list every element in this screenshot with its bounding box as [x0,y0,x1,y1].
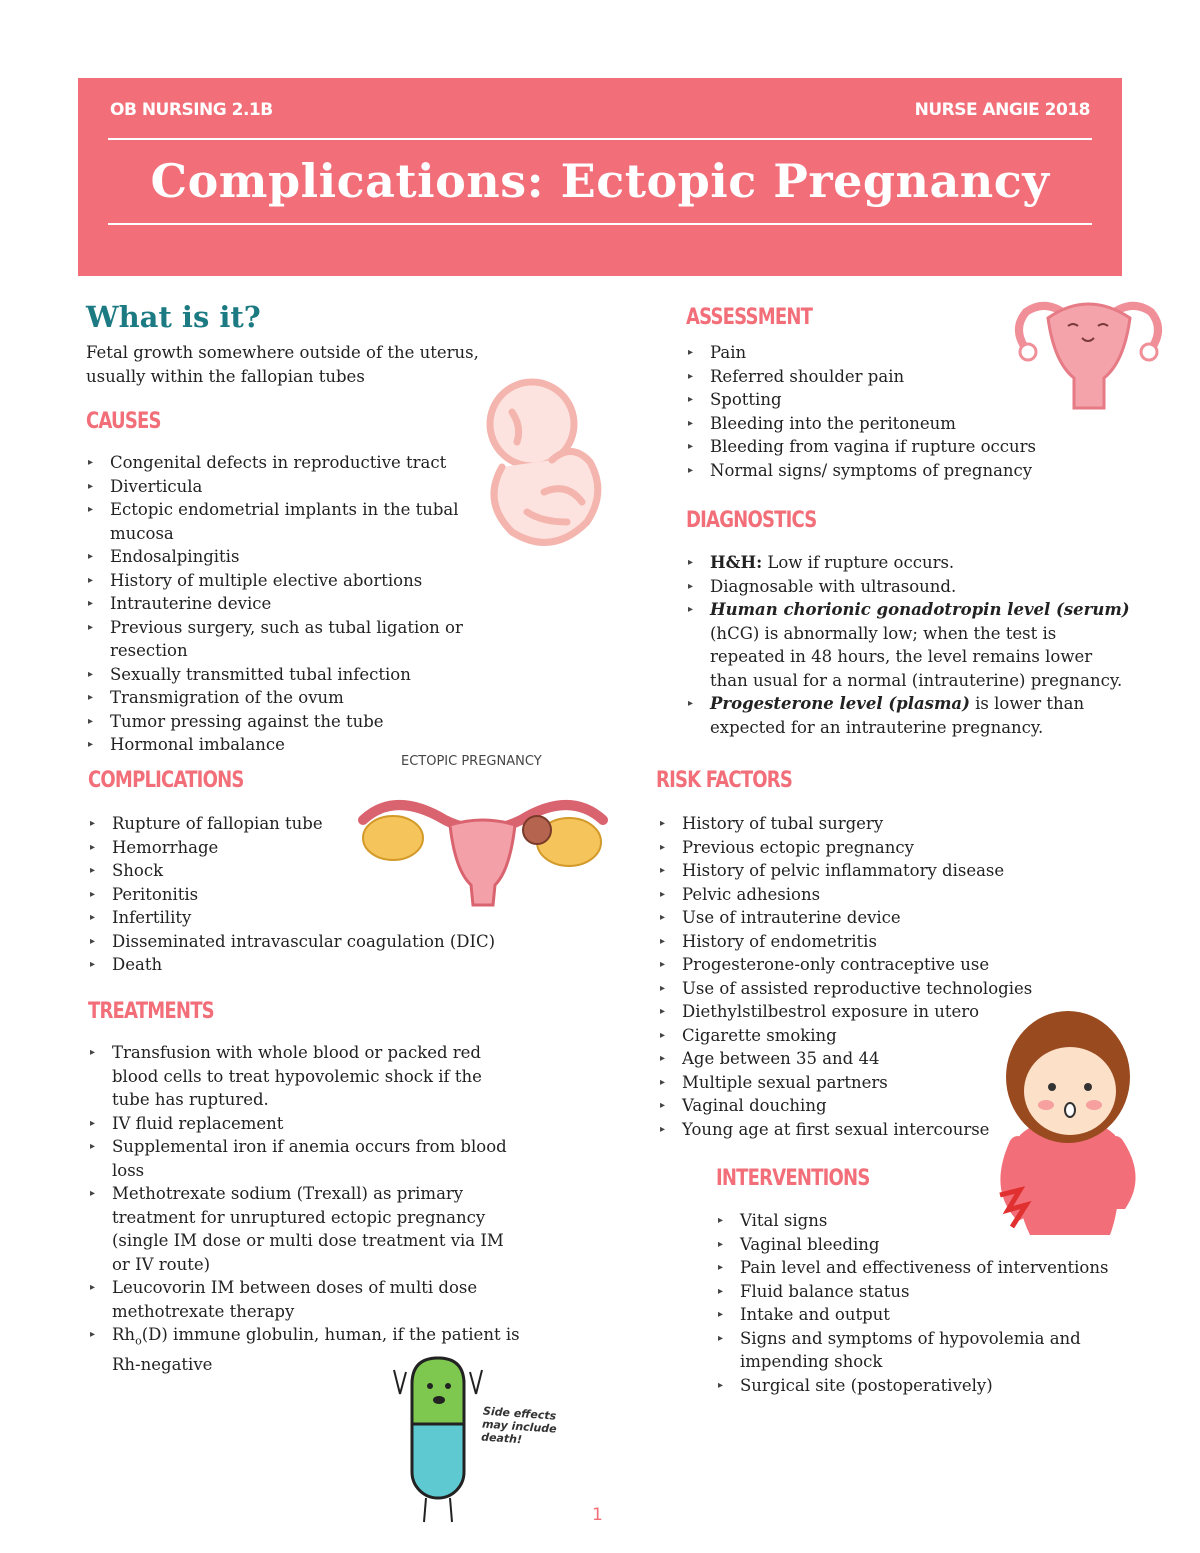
list-item: ▸ History of pelvic inflammatory disease [658,859,1058,883]
list-item: ▸ History of multiple elective abortions [86,569,486,593]
list-item: ▸ Vaginal bleeding [716,1233,1136,1257]
list-item: ▸ Congenital defects in reproductive tract [86,451,486,475]
list-item: ▸ Bleeding into the peritoneum [686,412,1086,436]
list-item: ▸ Transfusion with whole blood or packed red blood cells to treat hypovolemic shock if the tube has ruptured. [88,1041,523,1112]
list-item: ▸ Hormonal imbalance [86,733,486,757]
list-item: ▸ Multiple sexual partners [658,1071,1058,1095]
pill-caption: Side effects may include death! [480,1404,558,1447]
assessment-list [686,341,1086,482]
list-item: ▸ Fluid balance status [716,1280,1136,1304]
list-item: ▸ Signs and symptoms of hypovolemia and impending shock [716,1327,1136,1374]
list-item: ▸ Tumor pressing against the tube [86,710,486,734]
hh-text: Low if rupture occurs. [762,553,955,572]
list-item: ▸ Rupture of fallopian tube [88,812,528,836]
list-item: ▸ Young age at first sexual intercourse [658,1118,1058,1142]
list-item: ▸ History of endometritis [658,930,1058,954]
list-item: ▸ Infertility [88,906,528,930]
banner-divider-bottom [108,223,1092,225]
girl-in-pain-illustration [990,995,1140,1240]
list-item: ▸ Supplemental iron if anemia occurs from blood loss [88,1135,523,1182]
list-item: ▸ Transmigration of the ovum [86,686,486,710]
progesterone-text: is lower than expected for an intrauterine pregnancy. [710,694,1085,737]
course-label: OB NURSING 2.1B [110,100,273,120]
list-item: ▸ Pelvic adhesions [658,883,1058,907]
treatments-heading: TREATMENTS [88,999,214,1024]
hcg-label: Human chorionic gonadotropin level (serum) [710,600,1130,619]
list-item: ▸ Diverticula [86,475,486,499]
list-item: ▸ Hemorrhage [88,836,528,860]
ectopic-illustration-label: ECTOPIC PREGNANCY [401,754,542,769]
rho-rest: (D) immune globulin, human, if the patient is Rh-negative [112,1325,520,1374]
interventions-list [716,1209,1136,1397]
list-item: ▸ Disseminated intravascular coagulation (DIC) [88,930,528,954]
hh-label: H&H: [710,553,763,572]
definition-text [86,341,479,388]
diagnostics-heading: DIAGNOSTICS [686,508,817,533]
list-item: ▸ Surgical site (postoperatively) [716,1374,1136,1398]
author-label: NURSE ANGIE 2018 [914,100,1090,120]
list-item: ▸ Pain [686,341,1086,365]
list-item: ▸ Bleeding from vagina if rupture occurs [686,435,1086,459]
list-item: ▸ Referred shoulder pain [686,365,1086,389]
complications-heading: COMPLICATIONS [88,768,244,793]
list-item: ▸ Endosalpingitis [86,545,486,569]
definition-line-2: usually within the fallopian tubes [86,366,365,386]
list-item: ▸ Methotrexate sodium (Trexall) as primary treatment for unruptured ectopic pregnancy (single IM dose or multi dose treatment via IM or IV route) [88,1182,523,1276]
list-item: ▸ Use of assisted reproductive technologies [658,977,1058,1001]
risk-factors-heading: RISK FACTORS [656,768,793,793]
list-item: ▸ Previous surgery, such as tubal ligation or resection [86,616,486,663]
list-item: ▸ Previous ectopic pregnancy [658,836,1058,860]
list-item: ▸ Sexually transmitted tubal infection [86,663,486,687]
diagnostic-item-ultrasound: ▸ Diagnosable with ultrasound. [686,575,1131,599]
header-banner [78,78,1122,276]
treatments-list [88,1041,523,1376]
diagnostic-item-hh [686,551,1131,575]
fetus-illustration [472,372,612,552]
list-item: ▸ Death [88,953,528,977]
list-item: ▸ Shock [88,859,528,883]
page-number: 1 [592,1505,603,1525]
page-title: Complications: Ectopic Pregnancy [150,154,1050,208]
list-item: ▸ Cigarette smoking [658,1024,1058,1048]
list-item: ▸ Intrauterine device [86,592,486,616]
list-item: ▸ Ectopic endometrial implants in the tubal mucosa [86,498,486,545]
banner-divider-top [108,138,1092,140]
diagnostic-item-progesterone [686,692,1131,739]
list-item: ▸ Progesterone-only contraceptive use [658,953,1058,977]
causes-list [86,451,486,757]
list-item: ▸ Use of intrauterine device [658,906,1058,930]
list-item: ▸ Peritonitis [88,883,528,907]
list-item: ▸ Spotting [686,388,1086,412]
rho-subscript: o [135,1334,142,1348]
definition-line-1: Fetal growth somewhere outside of the uterus, [86,343,479,362]
list-item: ▸ Pain level and effectiveness of interventions [716,1256,1136,1280]
what-is-it-heading: What is it? [86,300,261,334]
list-item: ▸ Normal signs/ symptoms of pregnancy [686,459,1086,483]
hcg-text: (hCG) is abnormally low; when the test is repeated in 48 hours, the level remains lower than usual for a normal (intrauterine) pregnancy. [710,623,1123,690]
list-item: ▸ Vital signs [716,1209,1136,1233]
banner-top-row [110,100,1090,120]
diagnostic-item-hcg [686,598,1131,692]
interventions-heading: INTERVENTIONS [716,1166,870,1191]
list-item: ▸ Leucovorin IM between doses of multi dose methotrexate therapy [88,1276,523,1323]
list-item: ▸ IV fluid replacement [88,1112,523,1136]
assessment-heading: ASSESSMENT [686,305,813,330]
pill-cartoon-illustration [392,1352,484,1527]
rho-prefix: Rh [112,1325,136,1344]
list-item: ▸ History of tubal surgery [658,812,1058,836]
diagnostics-list [686,551,1131,739]
list-item: ▸ Vaginal douching [658,1094,1058,1118]
list-item: ▸ Age between 35 and 44 [658,1047,1058,1071]
list-item: ▸ Intake and output [716,1303,1136,1327]
causes-heading: CAUSES [86,409,161,434]
list-item: ▸ Diethylstilbestrol exposure in utero [658,1000,1058,1024]
progesterone-label: Progesterone level (plasma) [710,694,970,713]
complications-list [88,812,528,977]
